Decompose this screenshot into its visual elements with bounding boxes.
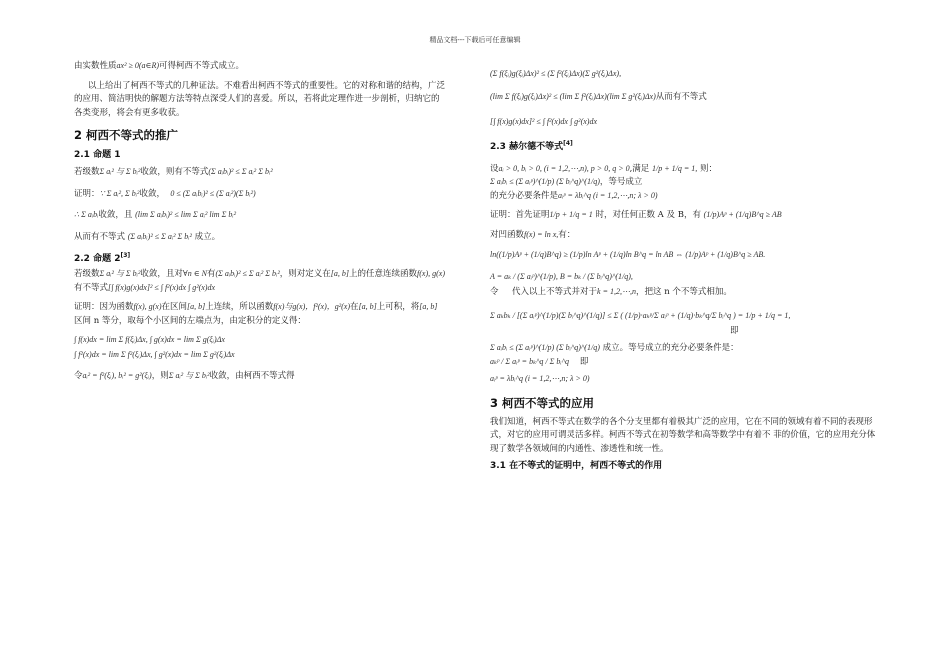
text: 有 [206,268,216,279]
citation: [3] [120,251,131,259]
formula: Σ aᵢ² 与 Σ bᵢ² [168,370,210,380]
section-2-heading: 2 柯西不等式的推广 [74,128,179,143]
text: 则： [699,163,717,174]
text: 有： [558,229,576,240]
holder-condition [490,190,880,204]
text: 在 [350,302,359,313]
text: 收敛，且对 [140,268,183,279]
formula: (Σ aᵢbᵢ)² ≤ Σ aᵢ² Σ bᵢ² [215,268,280,278]
formula: 0 ≤ (Σ aᵢbᵢ)² ≤ (Σ aᵢ²)(Σ bᵢ²) [170,188,256,198]
subsection-2-1-heading: 2.1 命题 1 [74,149,121,160]
formula: (lim Σ aᵢbᵢ)² ≤ lim Σ aᵢ² lim Σ bᵢ² [135,210,236,220]
formula: [a, b] [330,268,349,278]
concave-function [490,229,880,243]
text: 若级数 [74,167,100,178]
text: 可得柯西不等式成立。 [159,61,245,71]
text: 上连续，所以函数 [205,302,274,313]
formula: 1/p + 1/q = 1, [652,163,698,173]
page-header: 精品文档---下载后可任意编辑 [429,36,521,44]
formula: Σ aᵢ² 与 Σ bᵢ² [99,167,141,177]
prop1-conv [74,209,446,223]
equation-integral-f2g2: ∫ f²(x)dx = lim Σ f²(ξᵢ)Δx, ∫ g²(x)dx = lim Σ g²(ξᵢ)Δx [74,350,235,360]
formula: ∵ Σ aᵢ², Σ bᵢ² [99,188,140,198]
formula: [a, b] [187,302,206,312]
text: 收敛，则有不等式 [140,167,209,178]
text: 从而有不等式 [74,231,126,242]
formula: f(x)与g(x)，f²(x)，g²(x) [273,302,351,312]
para-real-property [74,60,446,74]
holder-result [490,342,880,356]
text: ，等号成立 [599,177,643,188]
section-3-heading: 3 柯西不等式的应用 [490,396,595,411]
formula: [∫ f(x)g(x)dx]² ≤ ∫ f²(x)dx ∫ g²(x)dx [108,282,216,292]
text: 令 [74,370,83,381]
text: 证明：因为函数 [74,302,134,313]
text: 上可积，将 [376,302,420,313]
formula: [a, b] [358,302,377,312]
prop1-proof [74,188,446,202]
text: 的充分必要条件是 [490,190,559,201]
text: 即 [579,356,589,367]
subsection-2-3-heading [490,139,880,154]
holder-ratio [490,356,880,370]
formula: f(x), g(x) [133,302,162,312]
equation-define-AB: A = aₖ / (Σ aᵢᵖ)^(1/p), B = bₖ / (Σ bᵢ^q)^(1/q), [490,272,633,282]
formula: (Σ aᵢbᵢ)² ≤ Σ aᵢ² Σ bᵢ² [208,167,273,177]
text: 有不等式 [74,282,109,293]
text: 收敛， [139,188,165,199]
prop2-substitution [74,370,446,384]
formula: (Σ aᵢbᵢ)² ≤ Σ aᵢ² Σ bᵢ² [127,231,192,241]
text: 2.3 赫尔德不等式 [490,142,564,153]
formula: f(x), g(x) [417,268,445,278]
formula: (lim Σ f(ξᵢ)g(ξᵢ)Δx)² ≤ (lim Σ f²(ξᵢ)Δx)(lim Σ g²(ξᵢ)Δx) [490,91,656,101]
text: 时，对任何正数 A 及 B，有 [595,210,701,221]
formula: Σ aᵢbᵢ ≤ (Σ aᵢᵖ)^(1/p) (Σ bᵢ^q)^(1/q) [490,343,600,353]
text: 收敛，且 [98,210,133,221]
ji-label: 即 [730,325,739,336]
text: 在区间 [161,302,188,313]
formula: ∀n ∈ N [182,268,207,278]
holder-proof-start [490,209,880,223]
text: 区间 n 等分，取每个小区间的左端点为，由定积分的定义得： [74,315,306,326]
text: 收敛，由柯西不等式得 [209,370,295,381]
formula: Σ aᵢbᵢ ≤ (Σ aᵢᵖ)^(1/p) (Σ bᵢ^q)^(1/q) [490,177,600,187]
equation-integral-fg: ∫ f(x)dx = lim Σ f(ξᵢ)Δx, ∫ g(x)dx = lim Σ g(ξᵢ)Δx [74,335,225,345]
para-applications: 我们知道，柯西不等式在数学的各个分支里都有着极其广泛的应用，它在不同的领域有着不同的表现形式，对它的应用可谓灵活多样。柯西不等式在初等数学和高等数学中有着不 菲的价值，它的应用充分体现了数学各领域间的内通性、渗透性和统一性。 [490,416,876,454]
formula: k = 1,2,⋯,n [597,287,636,297]
text: 代入以上不等式并对于 [512,287,598,298]
formula: ax² ≥ 0(a∈R) [116,61,159,70]
text: 证明： [74,188,100,199]
holder-inequality [490,176,880,190]
equation-integral-cauchy: [∫ f(x)g(x)dx]² ≤ ∫ f²(x)dx ∫ g²(x)dx [490,117,597,127]
formula: Σ aᵢ² 与 Σ bᵢ² [99,268,141,278]
formula: aᵢᵖ = λbᵢ^q (i = 1,2,⋯,n; λ > 0) [558,190,658,200]
text: ，把这 n 个不等式相加。 [636,287,732,298]
text: 若级数 [74,268,100,279]
equation-log-concave: ln((1/p)Aᵖ + (1/q)B^q) ≥ (1/p)ln Aᵖ + (1/q)ln B^q = ln AB ⇔ (1/p)Aᵖ + (1/q)B^q ≥ AB. [490,249,766,259]
text: 证明：首先证明 [490,210,550,221]
prop1-statement [74,166,446,180]
subsection-3-1-heading: 3.1 在不等式的证明中，柯西不等式的作用 [490,461,663,472]
formula: aₖᵖ / Σ aᵢᵖ = bₖ^q / Σ bᵢ^q [490,356,569,366]
prop1-conclusion [74,231,446,245]
substitute-line [490,286,880,300]
formula: aᵢ > 0, bᵢ > 0, (i = 1,2,⋯,n), p > 0, q > 0 [498,163,630,173]
text: 对凹函数 [490,229,525,240]
text: 成立。 [194,231,221,242]
text: 成立。等号成立的充分必要条件是： [602,343,739,354]
text: ，则 [151,370,169,381]
text: 设 [490,163,499,174]
formula: (1/p)Aᵖ + (1/q)B^q ≥ AB [703,210,782,220]
formula: [a, b] [419,302,438,312]
text: 令 [490,287,499,298]
formula: 1/p + 1/q = 1 [549,210,593,220]
text: 上的任意连续函数 [348,268,417,279]
limit-line [490,91,880,105]
para-intro: 以上给出了柯西不等式的几种证法。不难看出柯西不等式的重要性。它的对称和谐的结构，广泛的应用、简洁明快的解题方法等特点深受人们的喜爱。所以，若将此定理作进一步剖析，归纳它的各类变形，将会有更多收获。 [74,80,446,118]
equation-sum-bound: Σ aₖbₖ / [(Σ aᵢᵖ)^(1/p)(Σ bᵢ^q)^(1/q)] ≤ Σ ( (1/p)·aₖᵖ/Σ aᵢᵖ + (1/q)·bₖ^q/Σ bᵢ^q ) = 1/p + 1/q = 1, [490,310,791,320]
formula: aᵢ² = f²(ξᵢ), bᵢ² = g²(ξᵢ) [82,370,152,380]
text: 2.2 命题 2 [74,253,121,264]
equation-equality-condition: aᵢᵖ = λbᵢ^q (i = 1,2,⋯,n; λ > 0) [490,374,590,384]
holder-statement [490,163,880,177]
subsection-2-2-heading [74,251,446,266]
text: 由实数性质 [74,61,117,71]
formula: ∴ Σ aᵢbᵢ [74,210,99,220]
left-column [74,60,446,383]
citation: [4] [563,140,573,148]
prop2-proof [74,301,446,328]
formula: f(x) = ln x, [524,229,559,239]
text: ,满足 [629,163,650,174]
right-column [490,60,880,476]
text: 从而有不等式 [655,91,707,102]
prop2-statement [74,268,446,295]
text: ，则对定义在 [279,268,331,279]
equation-riemann-sum: (Σ f(ξᵢ)g(ξᵢ)Δx)² ≤ (Σ f²(ξᵢ)Δx)(Σ g²(ξᵢ)Δx), [490,69,622,78]
